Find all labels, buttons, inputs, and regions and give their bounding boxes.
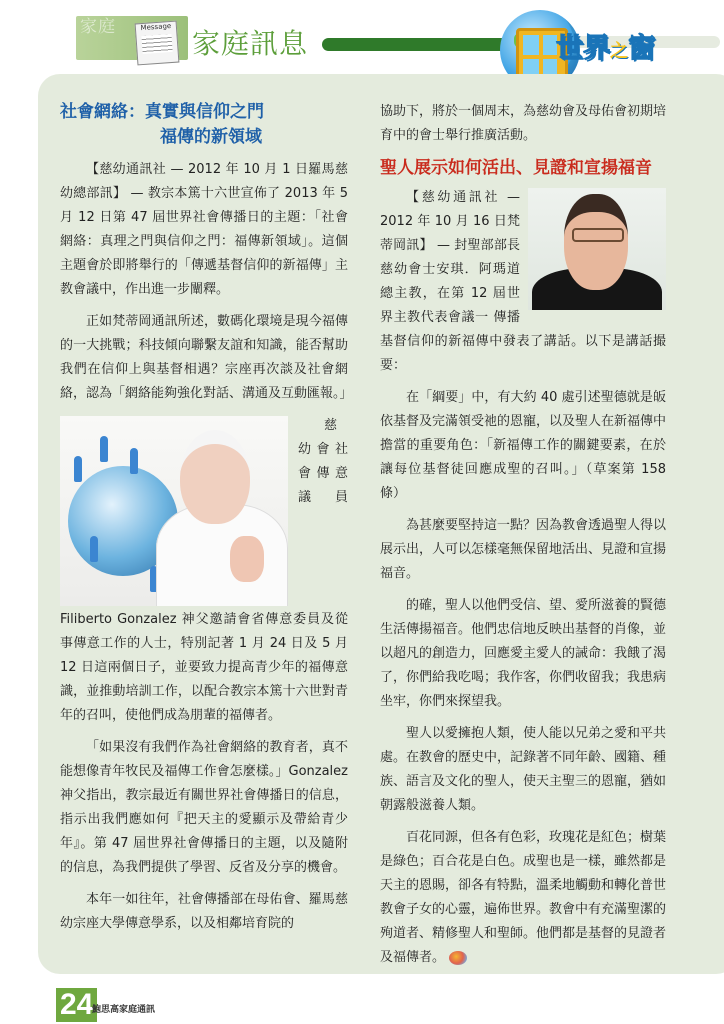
paragraph-last (380, 826, 666, 970)
paragraph: 慈幼會社會傳意議員 Filiberto Gonzalez 神父邀請會省傳意委員及從事傳意工作的人士，特別記著 1 月 24 日及 5 月 12 日這兩個日子，並要致力提高青少年的福傳意識，並推動培訓工作，以配合教宗本篤十六世對青年的召叫，使他們成為朋輩的福傳者。 (60, 418, 348, 723)
end-mark-icon (449, 951, 467, 965)
world-window-badge (556, 26, 655, 65)
badge-main: 世界 (556, 33, 610, 64)
person-figure (130, 448, 138, 474)
paragraph: 為甚麼要堅持這一點？因為教會透過聖人得以展示出，人可以怎樣毫無保留地活出、見證和宣揚福音。 (380, 518, 667, 581)
pope-head (180, 430, 250, 524)
title-line-2: 福傳的新領域 (160, 127, 262, 147)
archbishop-face (564, 194, 628, 290)
person-figure (90, 536, 98, 562)
right-column (380, 100, 666, 978)
badge-zhi: 之 (610, 41, 628, 62)
paragraph: 「如果沒有我們作為社會網絡的教育者，真不能想像青年牧民及福傳工作會怎麼樣。」Gonzalez 神父指出，教宗最近有關世界社會傳播日的信息，指示出我們應如何『把天主的愛顯示及帶給青少年』。第 47 屆世界社會傳播日的主題，以及隨附的信息，為我們提供了學習、反省及分享的機會。 (60, 740, 348, 875)
article-title-social-networks (60, 100, 348, 150)
paragraph-text: 百花同源，但各有色彩，玫瑰花是紅色；樹葉是綠色；百合花是白色。成聖也是一樣，雖然都是天主的恩賜，卻各有特點，溫柔地觸動和轉化普世教會子女的心靈，遍佈世界。教會中有充滿聖潔的殉道者、精修聖人和聖師。他們都是基督的見證者及福傳者。 (380, 830, 667, 965)
message-note-icon (135, 21, 180, 66)
article-title-saints: 聖人展示如何活出、見證和宣揚福音 (380, 158, 652, 178)
paragraph: 聖人以愛擁抱人類，使人能以兄弟之愛和平共處。在教會的歷史中，記錄著不同年齡、國籍、種族、語言及文化的聖人，使天主聖三的恩寵，猶如朝露般滋養人類。 (380, 726, 667, 813)
message-note-label: Message (140, 21, 172, 33)
paragraph: 【慈幼通訊社 — 2012 年 10 月 1 日羅馬慈幼總部訊】 — 教宗本篤十六世宣佈了 2013 年 5 月 12 日第 47 屆世界社會傳播日的主題：「社會網絡：真理之門與信仰之門：福傳新領域」。這個主題會於即將舉行的「傳遞基督信仰的新福傳」主教會議中，作出進一步闡釋。 (60, 162, 348, 297)
glasses (572, 228, 624, 242)
message-note-lines (141, 34, 172, 54)
pope-hand (230, 536, 264, 582)
paragraph: 的確，聖人以他們受信、望、愛所滋養的賢德生活傳揚福音。他們忠信地反映出基督的肖像，並以超凡的創造力，回應愛主愛人的誡命：我餓了渴了，你們給我吃喝；我作客，你們收留我；我患病坐牢，你們來探望我。 (380, 598, 667, 709)
title-line-1: 社會網絡：真實與信仰之門 (60, 102, 264, 122)
person-figure (74, 456, 82, 482)
left-column (60, 100, 353, 944)
paragraph: 【慈幼通訊社 — 2012 年 10 月 16 日梵蒂岡訊】 — 封聖部部長慈幼會士安琪．阿瑪道總主教，在第 12 屆世界主教代表會議一 傳播基督信仰的新福傳中發表了講話。以下是講話撮要： (380, 190, 666, 373)
window-pane (543, 35, 557, 55)
paragraph: 正如梵蒂岡通訊所述，數碼化環境是現今福傳的一大挑戰；科技傾向聯繫友誼和知識，能否幫助我們在信仰上與基督相遇？宗座再次談及社會網絡，認為「網絡能夠強化對話、溝通及互動匯報。」 (60, 314, 353, 401)
badge-end: 窗 (628, 33, 655, 64)
header-ghost-text: 家庭 (80, 17, 116, 37)
paragraph: 本年一如往年，社會傳播部在母佑會、羅馬慈幼宗座大學傳意學系，以及相鄰培育院的 (60, 892, 348, 931)
paragraph: 在「綱要」中，有大約 40 處引述聖德就是皈依基督及完滿領受祂的恩寵，以及聖人在新福傳中擔當的重要角色：「新福傳工作的關鍵要素，在於讓每位基督徒回應成聖的召叫。」（草案第 158 條） (380, 390, 667, 501)
paragraph-continued: 協助下，將於一個周末，為慈幼會及母佑會初期培育中的會士舉行推廣活動。 (380, 104, 667, 143)
page-number: 24 (56, 988, 97, 1022)
pope-globe-photo (60, 416, 288, 606)
section-title: 家庭訊息 (192, 27, 309, 60)
window-pane (523, 35, 539, 55)
person-figure (100, 436, 108, 462)
publication-name: 鮑思高家庭通訊 (92, 1005, 156, 1015)
archbishop-photo (528, 188, 666, 310)
